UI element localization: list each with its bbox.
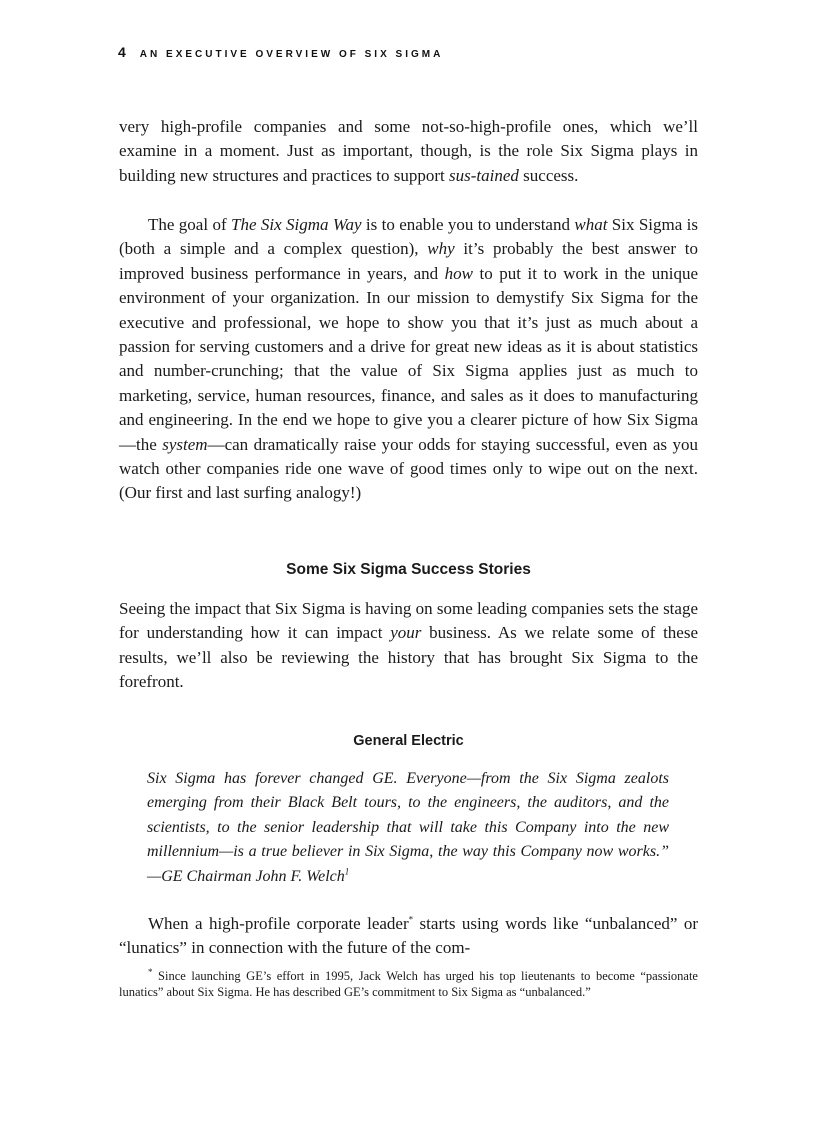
- paragraph-text: business. As we relate some of these results, we’ll also be reviewing the history that has brought Six Sigma to the forefront.: [119, 623, 698, 692]
- paragraph-text: to put it to work in the unique environment of your organization. In our mission to demystify Six Sigma for the executive and professional, we hope to show you that it’s just as much about a passion for serving customers and a drive for great new ideas as it is about statistics and number-crunching; that the value of Six Sigma applies just as much to marketing, service, human resources, finance, and sales as it does to manufacturing and engineering. In the end we hope to give you a clearer picture of how Six Sigma—the: [119, 263, 698, 454]
- running-header: [118, 44, 443, 60]
- paragraph-text: Six Sigma is (both a simple and a complex question),: [119, 215, 698, 259]
- footnote-marker: *: [148, 966, 153, 977]
- paragraph-text: starts using words like “unbalanced” or “lunatics” in connection with the future of the com-: [119, 914, 698, 958]
- paragraph-text: it’s probably the best answer to improved business performance in years, and: [119, 239, 698, 283]
- footnote-reference: *: [408, 914, 414, 925]
- quote-text: Six Sigma has forever changed GE. Everyone—from the Six Sigma zealots emerging from their Black Belt tours, to the engineers, the auditors, and the scientists, to the senior leadership that will take this Company into the new millennium—is a true believer in Six Sigma, the way this Company now works.” —GE Chairman John F. Welch: [147, 770, 669, 885]
- paragraph-text: very high-profile companies and some not-so-high-profile ones, which we’ll examine in a moment. Just as important, though, is the role Six Sigma plays in building new structures and practices to support: [119, 117, 698, 185]
- emphasis: why: [427, 239, 455, 259]
- paragraph-text: is to enable you to understand: [361, 215, 575, 234]
- book-title-emphasis: The Six Sigma Way: [230, 215, 362, 234]
- paragraph-text: When a high-profile corporate leader: [148, 914, 409, 933]
- paragraph-text: success.: [518, 165, 579, 185]
- emphasis: system: [162, 434, 208, 454]
- footnote-text: Since launching GE’s effort in 1995, Jack Welch has urged his top lieutenants to become “passionate lunatics” about Six Sigma. He has described GE’s commitment to Six Sigma as “unbalanced.”: [119, 969, 698, 1000]
- subsection-heading: General Electric: [353, 733, 464, 749]
- paragraph-text: —can dramatically raise your odds for staying successful, even as you watch other companies ride one wave of good times only to wipe out on the next. (Our first and last surfing analogy!): [119, 434, 698, 503]
- emphasis: sus-tained: [449, 165, 519, 185]
- paragraph-text: The goal of: [148, 215, 231, 234]
- paragraph-text: Seeing the impact that Six Sigma is having on some leading companies sets the stage for understanding how it can impact: [119, 599, 698, 643]
- paragraph-continued: [119, 115, 698, 188]
- section-heading: Some Six Sigma Success Stories: [286, 561, 531, 578]
- page-number: 4: [118, 44, 126, 60]
- endnote-reference: 1: [344, 866, 350, 877]
- paragraph-goal: [119, 213, 698, 506]
- running-title: AN EXECUTIVE OVERVIEW OF SIX SIGMA: [139, 49, 444, 60]
- block-quote: [147, 767, 669, 889]
- footnote: [119, 968, 698, 1000]
- paragraph-leader: [119, 912, 698, 961]
- emphasis: your: [390, 623, 422, 643]
- emphasis: how: [444, 263, 474, 283]
- paragraph-success-stories: [119, 597, 698, 695]
- emphasis: what: [574, 215, 608, 234]
